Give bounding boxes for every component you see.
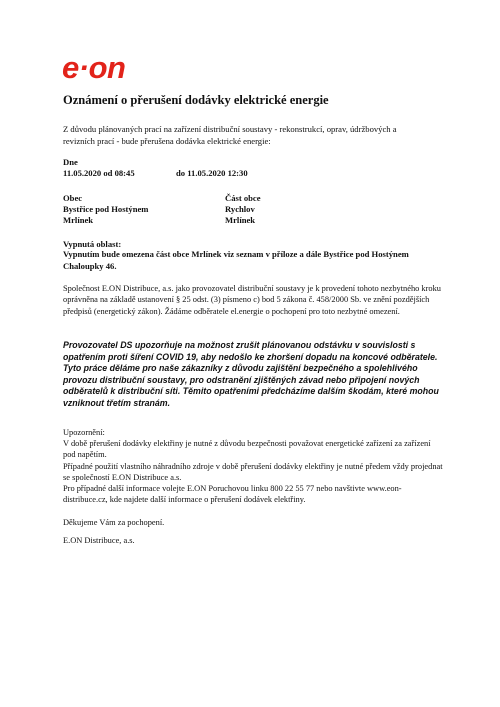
page-title: Oznámení o přerušení dodávky elektrické energie xyxy=(63,93,329,107)
date-label: Dne xyxy=(63,157,78,167)
eon-logo xyxy=(62,53,152,85)
locations-header-row xyxy=(63,193,261,204)
table-row xyxy=(63,215,261,226)
header-obec: Obec xyxy=(63,193,83,203)
covid-notice: Provozovatel DS upozorňuje na možnost zrušit plánovanou odstávku v souvislosti s opatřením proti šíření COVID 19, aby nedošlo ke zhoršení dopadu na koncové odběratele. Tyto práce děláme pro naše zákazníky z důvodu zajištění bezpečného a spolehlivého provozu distribuční soustavy, pro odstranění zjištěných závad nebo připojení nových odběratelů k distribuční síti. Těmito opatřeními předcházíme dalším škodám, které mohou vzniknout třetím stranám. xyxy=(63,340,439,408)
thanks-text: Děkujeme Vám za pochopení. xyxy=(63,518,165,527)
outage-heading: Vypnutá oblast: xyxy=(63,239,122,249)
outage-text: Vypnutím bude omezena část obce Mrlínek viz seznam v příloze a dále Bystřice pod Hostýnem Chaloupky 46. xyxy=(63,249,409,271)
svg-text:e·on: e·on xyxy=(62,53,126,85)
date-to: do 11.05.2020 12:30 xyxy=(176,168,248,178)
eon-logo-graphic xyxy=(62,53,152,85)
legal-paragraph: Společnost E.ON Distribuce, a.s. jako provozovatel distribuční soustavy je k provedení tohoto nezbytného kroku oprávněna na základě ustanovení § 25 odst. (3) písmeno c) bod 5 zákona č. 458/2000 Sb. ve znění pozdějších předpisů (energetický zákon). Žádáme odběratele el.energie o pochopení pro toto nezbytné omezení. xyxy=(63,284,441,316)
cell-obec: Mrlínek xyxy=(63,215,94,225)
date-range xyxy=(63,168,248,178)
locations-table xyxy=(63,193,261,226)
table-row xyxy=(63,204,261,215)
cell-cast-obce: Rychlov xyxy=(225,204,255,214)
warning-heading: Upozornění: xyxy=(63,428,105,437)
warning-paragraph: Pro případné další informace volejte E.ON Poruchovou linku 800 22 55 77 nebo navštivte www.eon-distribuce.cz, kde najdete další informace o přerušení dodávek elektřiny. xyxy=(63,484,402,505)
warning-paragraph: V době přerušení dodávky elektřiny je nutné z důvodu bezpečnosti považovat energetické zařízení za zařízení pod napětím. xyxy=(63,439,431,460)
header-cast-obce: Část obce xyxy=(225,193,261,203)
intro-text: Z důvodu plánovaných prací na zařízení distribuční soustavy - rekonstrukcí, oprav, údržbových a revizních prací - bude přerušena dodávka elektrické energie: xyxy=(63,124,397,146)
date-from: 11.05.2020 od 08:45 xyxy=(63,168,135,178)
warning-section xyxy=(63,427,443,505)
warning-paragraph: Případné použití vlastního náhradního zdroje v době přerušení dodávky elektřiny je nutné předem vždy projednat se společností E.ON Distribuce a.s. xyxy=(63,461,443,482)
signature: E.ON Distribuce, a.s. xyxy=(63,536,135,545)
cell-cast-obce: Mrlínek xyxy=(225,215,256,225)
cell-obec: Bystřice pod Hostýnem xyxy=(63,204,149,214)
